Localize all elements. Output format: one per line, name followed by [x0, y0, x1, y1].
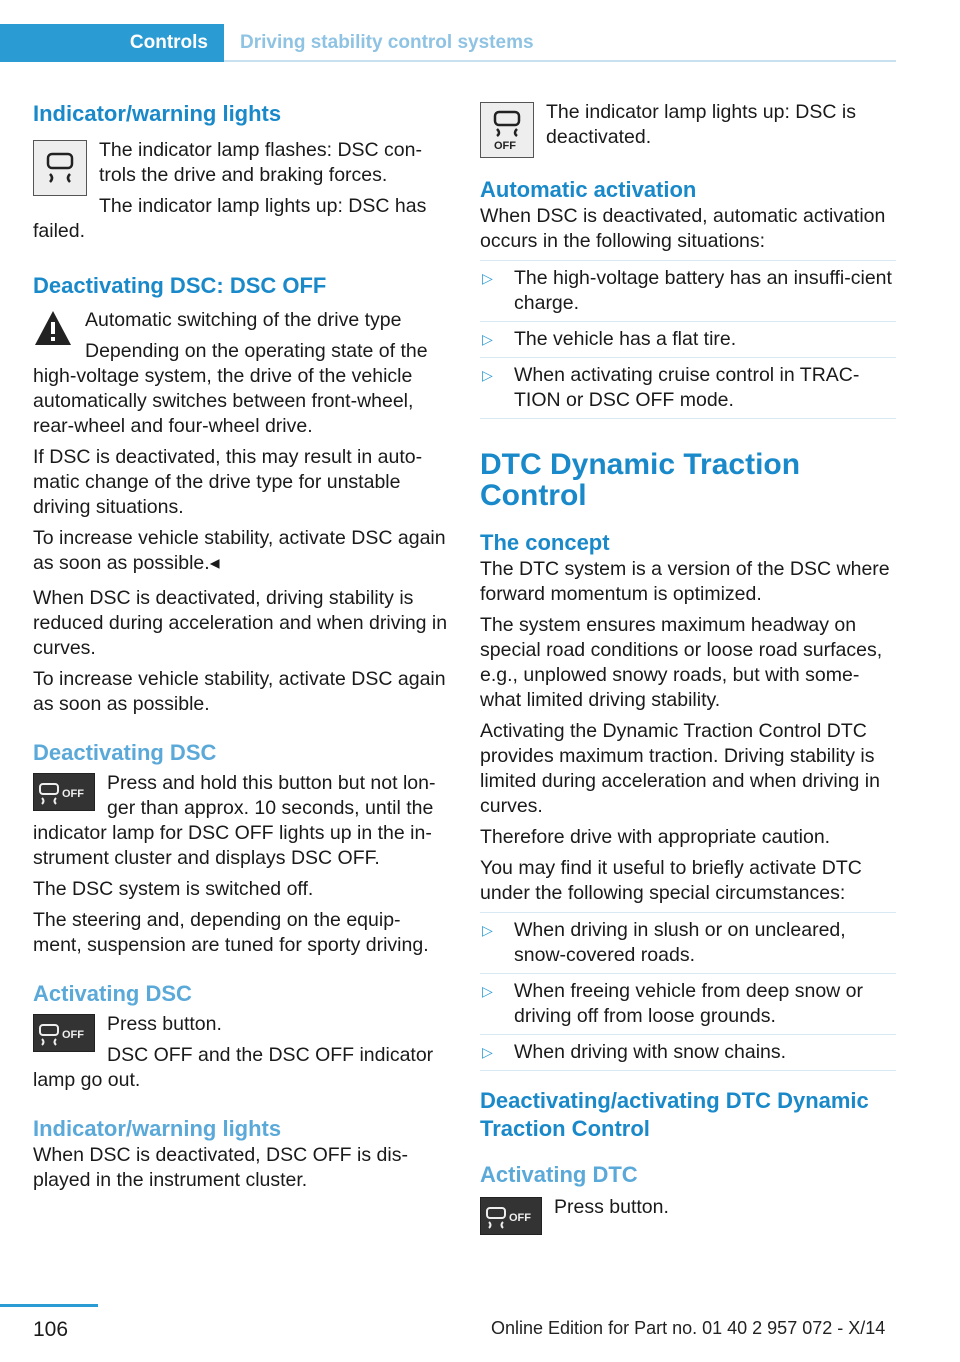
concept-text-2: The system ensures maximum headway on special road conditions or loose road surfaces, e.g., unplowed snowy roads, but with some-what limited driving stability.: [480, 614, 883, 711]
dsc-off-button-icon: [33, 773, 95, 811]
activate-text-1: Press button.: [107, 1013, 222, 1035]
automatic-activation-text: When DSC is deactivated, automatic activation occurs in the following situations:: [480, 205, 886, 252]
activate-text-2: DSC OFF and the DSC OFF indicator lamp go out.: [33, 1044, 434, 1091]
list-item: ▷ The high-voltage battery has an insuffi-cient charge.: [480, 261, 896, 322]
heading-activating-dsc: Activating DSC: [33, 981, 192, 1006]
dsc-skid-icon: [33, 140, 87, 196]
lamp-deactivated-text: The indicator lamp lights up: DSC is deactivated.: [546, 101, 856, 148]
dsc-off-button-icon-2: [33, 1014, 95, 1052]
right-column: [480, 100, 896, 1239]
heading-automatic-activation: Automatic activation: [480, 177, 697, 202]
warning-text-2: If DSC is deactivated, this may result in auto-matic change of the drive type for unstable driving situations.: [33, 446, 423, 518]
heading-deactivating-dsc: Deactivating DSC: [33, 740, 217, 765]
indicator-text-1: The indicator lamp flashes: DSC con-trols the drive and braking forces.: [99, 139, 422, 186]
header-section-title: Driving stability control systems: [240, 32, 534, 53]
bullet-icon: ▷: [482, 922, 493, 938]
heading-dtc: DTC Dynamic Traction Control: [480, 448, 801, 512]
warning-title: Automatic switching of the drive type: [85, 309, 402, 331]
bullet-icon: ▷: [482, 1044, 493, 1060]
bullet-icon: ▷: [482, 331, 493, 347]
concept-text-4: Therefore drive with appropriate caution.: [480, 826, 831, 848]
dsc-off-lamp-icon: [480, 102, 534, 158]
concept-text-1: The DTC system is a version of the DSC where forward momentum is optimized.: [480, 558, 890, 605]
heading-concept: The concept: [480, 530, 610, 555]
list-item: ▷ The vehicle has a flat tire.: [480, 322, 896, 358]
dsc-off-icon-label-3: OFF: [509, 1212, 531, 1224]
left-column: [33, 100, 449, 1199]
heading-activating-dtc: Activating DTC: [480, 1162, 638, 1187]
list-item: ▷ When driving in slush or on uncleared, snow-covered roads.: [480, 913, 896, 974]
list-item: ▷ When driving with snow chains.: [480, 1035, 896, 1071]
bullet-icon: ▷: [482, 983, 493, 999]
warning-text-1: Depending on the operating state of the high-voltage system, the drive of the vehicle automatically switches between front-wheel, rear-wheel and four-wheel drive.: [33, 340, 428, 437]
deactivate-text-3: The steering and, depending on the equip-ment, suspension are tuned for sporty driving.: [33, 909, 429, 956]
header-tab-label: Controls: [129, 32, 208, 53]
indicator-2-text: When DSC is deactivated, DSC OFF is dis-played in the instrument cluster.: [33, 1144, 408, 1191]
indicator-text-2: The indicator lamp lights up: DSC has failed.: [33, 195, 427, 242]
list-item: ▷ When freeing vehicle from deep snow or driving off from loose grounds.: [480, 974, 896, 1035]
concept-text-5: You may find it useful to briefly activate DTC under the following special circumstances:: [480, 857, 862, 904]
header-divider: [224, 60, 896, 62]
automatic-activation-list: [480, 260, 896, 419]
dsc-off-lamp-label: OFF: [494, 140, 516, 152]
dsc-off-button-icon-3: [480, 1197, 542, 1235]
header-tab: [0, 24, 224, 62]
bullet-icon: ▷: [482, 367, 493, 383]
concept-text-3: Activating the Dynamic Traction Control DTC provides maximum traction. Driving stability is limited during acceleration and when driving in curves.: [480, 720, 880, 817]
dsc-off-icon-label: OFF: [62, 788, 84, 800]
heading-indicator-lights-2: Indicator/warning lights: [33, 1116, 282, 1141]
warning-icon: [33, 308, 73, 348]
increase-stability-text: To increase vehicle stability, activate DSC again as soon as possible.: [33, 668, 446, 715]
dtc-circumstances-list: [480, 912, 896, 1071]
footer-divider: [0, 1304, 98, 1307]
edition-text: Online Edition for Part no. 01 40 2 957 072 - X/14: [491, 1318, 886, 1338]
heading-indicator-lights: Indicator/warning lights: [33, 101, 282, 126]
deactivate-text-2: The DSC system is switched off.: [33, 878, 314, 900]
list-item: ▷ When activating cruise control in TRAC-TION or DSC OFF mode.: [480, 358, 896, 419]
page-number: 106: [33, 1318, 69, 1341]
activate-dtc-text: Press button.: [554, 1196, 669, 1218]
deactivate-text-1: Press and hold this button but not lon-ger than approx. 10 seconds, until the indicator lamp for DSC OFF lights up in the in-strument cluster and displays DSC OFF.: [33, 772, 436, 869]
reduced-stability-text: When DSC is deactivated, driving stability is reduced during acceleration and when driving in curves.: [33, 587, 448, 659]
heading-deactivating-activating-dtc: Deactivating/activating DTC Dynamic Traction Control: [480, 1088, 869, 1141]
warning-text-3: To increase vehicle stability, activate DSC again as soon as possible.◂: [33, 527, 446, 574]
heading-deactivating-dsc-off: Deactivating DSC: DSC OFF: [33, 273, 327, 298]
bullet-icon: ▷: [482, 270, 493, 286]
dsc-off-icon-label-2: OFF: [62, 1029, 84, 1041]
